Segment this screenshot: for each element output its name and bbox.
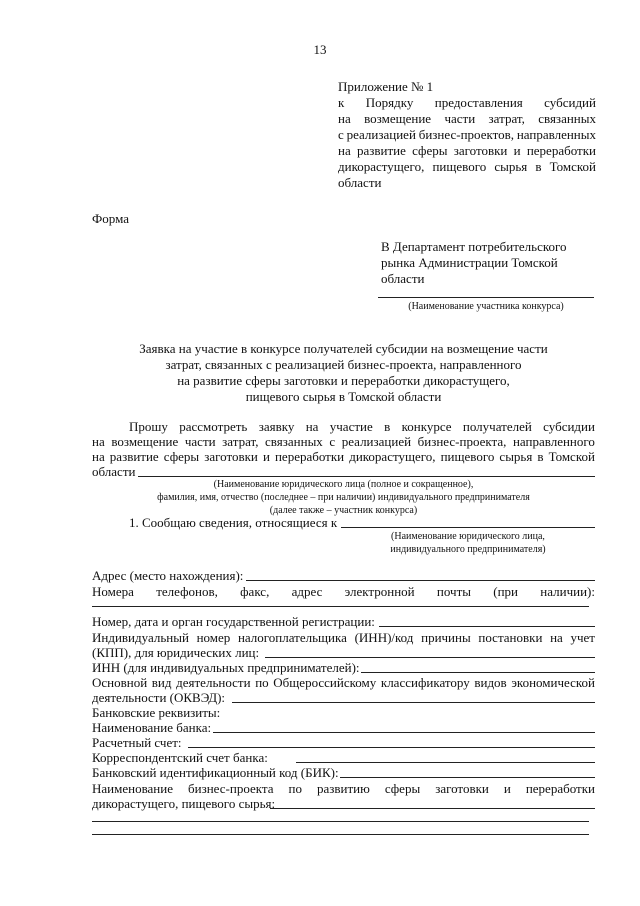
- word: конкурсе: [401, 419, 452, 434]
- word: получателей: [462, 419, 532, 434]
- bik-label: Банковский идентификационный код (БИК):: [92, 765, 339, 780]
- paragraph-line-2: [92, 434, 595, 449]
- word: возмещение: [111, 434, 179, 449]
- word: затрат,: [488, 111, 525, 126]
- word: сферы: [163, 449, 200, 464]
- word: переработки: [274, 449, 345, 464]
- word: Томской: [549, 159, 596, 174]
- word: (ИНН)/код: [354, 630, 414, 645]
- page-number: 13: [313, 42, 327, 57]
- word: с: [338, 127, 344, 142]
- heading-line-1: Заявка на участие в конкурсе получателей субсидии на возмещение части: [139, 341, 548, 356]
- inn-ip-label: ИНН (для индивидуальных предпринимателей):: [92, 660, 360, 675]
- word: учет: [570, 630, 595, 645]
- word: направленных: [516, 127, 596, 142]
- appendix-line-6: области: [338, 175, 382, 190]
- word: части: [444, 111, 476, 126]
- heading-line-4: пищевого сырья в Томской области: [245, 389, 442, 404]
- project-line-3[interactable]: [92, 834, 589, 835]
- caption-1-line-1: (Наименование юридического лица (полное и сокращенное),: [213, 479, 474, 490]
- word: переработки: [526, 143, 596, 158]
- inn-label-line-1: [92, 630, 595, 645]
- word: на: [550, 630, 563, 645]
- word: бизнес-проекта: [188, 781, 274, 796]
- word: адрес: [291, 584, 323, 599]
- word: сферы: [412, 143, 448, 158]
- project-line-1[interactable]: [270, 808, 595, 809]
- corr-account-line[interactable]: [296, 762, 595, 763]
- okved-label-line-2: деятельности (ОКВЭД):: [92, 690, 226, 705]
- word: пищевого: [432, 159, 487, 174]
- word: Наименование: [92, 781, 173, 796]
- word: переработки: [525, 781, 595, 796]
- bank-name-label: Наименование банка:: [92, 720, 212, 735]
- caption-1-line-3: (далее также – участник конкурса): [269, 505, 418, 516]
- word: рассмотреть: [179, 419, 248, 434]
- phones-line[interactable]: [92, 606, 589, 607]
- word: заготовки: [453, 143, 508, 158]
- word: на: [338, 143, 351, 158]
- word: экономической: [511, 675, 595, 690]
- word: налогоплательщика: [237, 630, 347, 645]
- account-label: Расчетный счет:: [92, 735, 182, 750]
- bank-name-line[interactable]: [213, 732, 595, 733]
- word: предоставления: [434, 95, 523, 110]
- word: электронной: [344, 584, 415, 599]
- account-line[interactable]: [188, 747, 595, 748]
- word: дикорастущего,: [349, 449, 436, 464]
- word: заявку: [258, 419, 295, 434]
- word: причины: [421, 630, 471, 645]
- word: заготовки: [435, 781, 489, 796]
- participant-name-caption: (Наименование участника конкурса): [408, 301, 564, 312]
- addressee-line-1: В Департамент потребительского: [381, 239, 567, 254]
- word: почты: [436, 584, 471, 599]
- registration-line[interactable]: [379, 626, 595, 627]
- item-1-text: 1. Сообщаю сведения, относящиеся к: [129, 515, 338, 530]
- word: Индивидуальный: [92, 630, 189, 645]
- word: развитию: [316, 781, 370, 796]
- word: в: [384, 419, 391, 434]
- caption-2-line-2: индивидуального предпринимателя): [390, 544, 546, 555]
- word: и: [513, 143, 521, 158]
- word: реализацией: [346, 127, 416, 142]
- inn-label-line-2: (КПП), для юридических лиц:: [92, 645, 260, 660]
- heading-line-3: на развитие сферы заготовки и переработки дикорастущего,: [177, 373, 510, 388]
- word: на: [305, 419, 319, 434]
- project-line-2[interactable]: [92, 821, 589, 822]
- word: участие: [329, 419, 373, 434]
- project-label-line-2: дикорастущего, пищевого сырья:: [92, 796, 276, 811]
- word: вид: [151, 675, 172, 690]
- word: факс,: [240, 584, 270, 599]
- word: связанных: [538, 111, 596, 126]
- word: пищевого: [440, 449, 495, 464]
- word: затрат,: [222, 434, 259, 449]
- word: сырья: [499, 449, 533, 464]
- word: возмещение: [364, 111, 432, 126]
- word: Основной: [92, 675, 148, 690]
- project-label-line-1: [92, 781, 595, 796]
- word: Прошу: [129, 419, 168, 434]
- word: части: [184, 434, 216, 449]
- word: (при: [493, 584, 519, 599]
- word: развитие: [109, 449, 159, 464]
- word: на: [92, 434, 105, 449]
- word: телефонов,: [156, 584, 218, 599]
- word: Номера: [92, 584, 134, 599]
- addressee-line-3: области: [381, 271, 425, 286]
- word: развитие: [356, 143, 406, 158]
- word: в: [535, 159, 542, 174]
- caption-2-line-1: (Наименование юридического лица,: [391, 531, 545, 542]
- inn-ip-line[interactable]: [361, 672, 595, 673]
- corr-account-label: Корреспондентский счет банка:: [92, 750, 268, 765]
- word: с: [329, 434, 336, 449]
- word: Томской: [548, 449, 595, 464]
- word: на: [92, 449, 105, 464]
- word: заготовки: [204, 449, 258, 464]
- phones-label: [92, 584, 595, 599]
- word: реализацией: [341, 434, 412, 449]
- word: по: [288, 781, 302, 796]
- bank-details-label: Банковские реквизиты:: [92, 705, 221, 720]
- appendix-title: Приложение № 1: [338, 79, 434, 94]
- appendix-line-5: [338, 159, 596, 175]
- word: дикорастущего,: [338, 159, 425, 174]
- word: сырья: [494, 159, 528, 174]
- participant-fullname-line[interactable]: [138, 476, 595, 477]
- appendix-line-1: [338, 95, 596, 111]
- appendix-line-4: [338, 143, 596, 159]
- registration-label: Номер, дата и орган государственной регистрации:: [92, 614, 375, 629]
- word: субсидий: [544, 95, 596, 110]
- word: номер: [196, 630, 231, 645]
- word: постановки: [478, 630, 543, 645]
- appendix-line-3: [338, 127, 596, 143]
- word: бизнес-проектов,: [418, 127, 515, 142]
- okved-label-line-1: [92, 675, 595, 690]
- word: связанных: [265, 434, 323, 449]
- word: на: [338, 111, 351, 126]
- word: деятельности: [176, 675, 251, 690]
- paragraph-line-3: [92, 449, 595, 464]
- word: классификатору: [380, 675, 470, 690]
- word: сферы: [384, 781, 421, 796]
- heading-line-2: затрат, связанных с реализацией бизнес-проекта, направленного: [165, 357, 522, 372]
- word: направленного: [512, 434, 595, 449]
- word: к: [338, 95, 345, 110]
- word: бизнес-проекта,: [417, 434, 507, 449]
- item-1-line[interactable]: [341, 527, 595, 528]
- caption-1-line-2: фамилия, имя, отчество (последнее – при наличии) индивидуального предпринимателя: [157, 492, 530, 503]
- word: и: [262, 449, 270, 464]
- word: видов: [474, 675, 507, 690]
- word: Общероссийскому: [273, 675, 377, 690]
- word: наличии):: [540, 584, 595, 599]
- participant-name-line[interactable]: [378, 297, 594, 298]
- addressee-line-2: рынка Администрации Томской: [381, 255, 558, 270]
- bik-line[interactable]: [340, 777, 595, 778]
- word: субсидии: [543, 419, 595, 434]
- word: и: [503, 781, 511, 796]
- appendix-line-2: [338, 111, 596, 127]
- inn-kpp-line[interactable]: [265, 657, 595, 658]
- address-line[interactable]: [246, 580, 595, 581]
- form-label: Форма: [92, 211, 129, 226]
- word: по: [255, 675, 269, 690]
- paragraph-line-1: [129, 419, 595, 434]
- word: Порядку: [365, 95, 414, 110]
- paragraph-line-4: области: [92, 464, 136, 479]
- okved-line[interactable]: [232, 702, 595, 703]
- word: в: [537, 449, 544, 464]
- address-label: Адрес (место нахождения):: [92, 568, 244, 583]
